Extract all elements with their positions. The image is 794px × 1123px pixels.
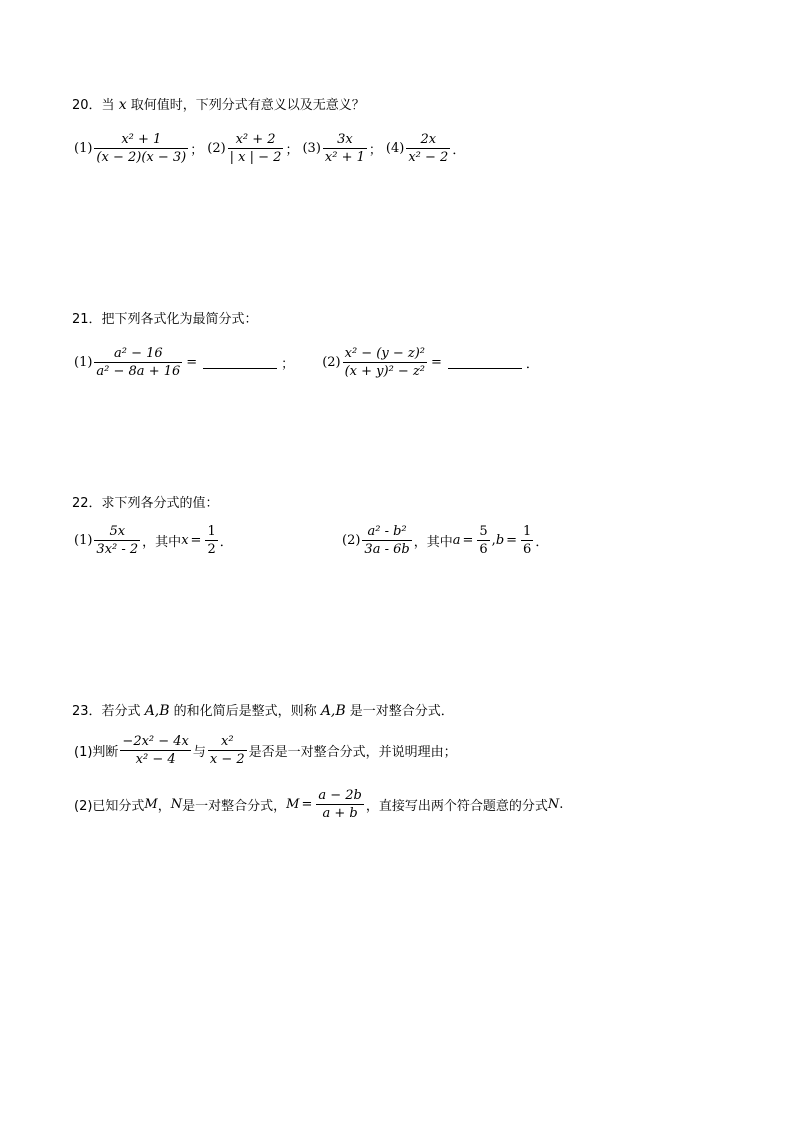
q21-header: 21．把下列各式化为最简分式： <box>72 312 258 327</box>
q21-item1-fraction: $\frac{\text{a² − 16}}{\text{a² − 8a + 16}}$ <box>96 346 181 379</box>
answer-blank-2[interactable] <box>448 356 522 369</box>
q20-item2-fraction: $\frac{\text{x² + 2}}{| x | - 2}$ <box>229 132 282 165</box>
q20-item1-label: (1) <box>74 141 93 156</box>
q23-part1-fraction2: $\frac{\text{x²}}{x - 2}$ <box>209 734 245 767</box>
q23-part1: (1)判断 $\frac{\text{−2x² − 4x}}{\text{x² − 4}}$ 与 $\frac{\text{x²}}{x - 2}$ 是否是一对整合分式，并说明理由； <box>74 734 457 767</box>
q20-items: (1) $\frac{\text{x² + 1}}{(x - 2)(x - 3)}$ ； (2) $\frac{\text{x² + 2}}{| x | - 2}$ ； (3) $\frac{3x}{\text{x² + 1}}$ ； (4) $\frac{2x}{\text{x² − 2}}$ ． <box>74 132 466 165</box>
q22-item2-fraction: $\frac{\text{a² - b²}}{3a - 6b}$ <box>364 524 410 557</box>
q22-item2: (2) $\frac{\text{a² - b²}}{3a - 6b}$ ，其中 a = $\frac{5}{6}$ , b = $\frac{1}{6}$ ． <box>342 524 549 557</box>
q20-item4-fraction: $\frac{2x}{\text{x² − 2}}$ <box>408 132 449 165</box>
q21-item2-fraction: $\frac{\text{x² − (y − z)²}}{\text{(x + y)² − z²}}$ <box>344 346 426 379</box>
q22-item2-value-b: $\frac{1}{6}$ <box>523 524 532 557</box>
q22-header: 22．求下列各分式的值： <box>72 496 219 511</box>
q21-items: (1) $\frac{\text{a² − 16}}{\text{a² − 8a + 16}}$ = ； (2) $\frac{\text{x² − (y − z)²}}{\text{(x + y)² − z²}}$ = ． <box>74 346 539 379</box>
q22-item1-value: $\frac{1}{2}$ <box>207 524 216 557</box>
q22-item1: (1) $\frac{5x}{\text{3x² - 2}}$ ，其中 x = $\frac{1}{2}$ ． <box>74 524 233 557</box>
answer-blank-1[interactable] <box>203 356 277 369</box>
q20-item1-fraction: $\frac{\text{x² + 1}}{(x - 2)(x - 3)}$ <box>96 132 187 165</box>
q22-item2-value-a: $\frac{5}{6}$ <box>479 524 488 557</box>
q20-item4-label: (4) <box>385 141 405 156</box>
q23-part2-fraction: $\frac{a - 2b}{a + b}$ <box>318 788 362 821</box>
q22-item1-fraction: $\frac{5x}{\text{3x² - 2}}$ <box>96 524 139 557</box>
q23-part2: (2)已知分式 M ， N 是一对整合分式， M = $\frac{a - 2b}{a + b}$ ，直接写出两个符合题意的分式 N . <box>74 788 564 821</box>
q21-item1-label: (1) <box>74 355 93 370</box>
q21-item2-label: (2) <box>322 355 341 370</box>
q20-header: 20．当 x 取何值时，下列分式有意义以及无意义？ <box>72 97 365 113</box>
q20-item3-fraction: $\frac{3x}{\text{x² + 1}}$ <box>324 132 365 165</box>
q23-part1-fraction1: $\frac{\text{−2x² − 4x}}{\text{x² − 4}}$ <box>122 734 189 767</box>
q20-item3-label: (3) <box>302 141 321 156</box>
q20-item2-label: (2) <box>207 141 226 156</box>
q23-header: 23．若分式 A,B 的和化简后是整式，则称 A,B 是一对整合分式． <box>72 703 454 719</box>
